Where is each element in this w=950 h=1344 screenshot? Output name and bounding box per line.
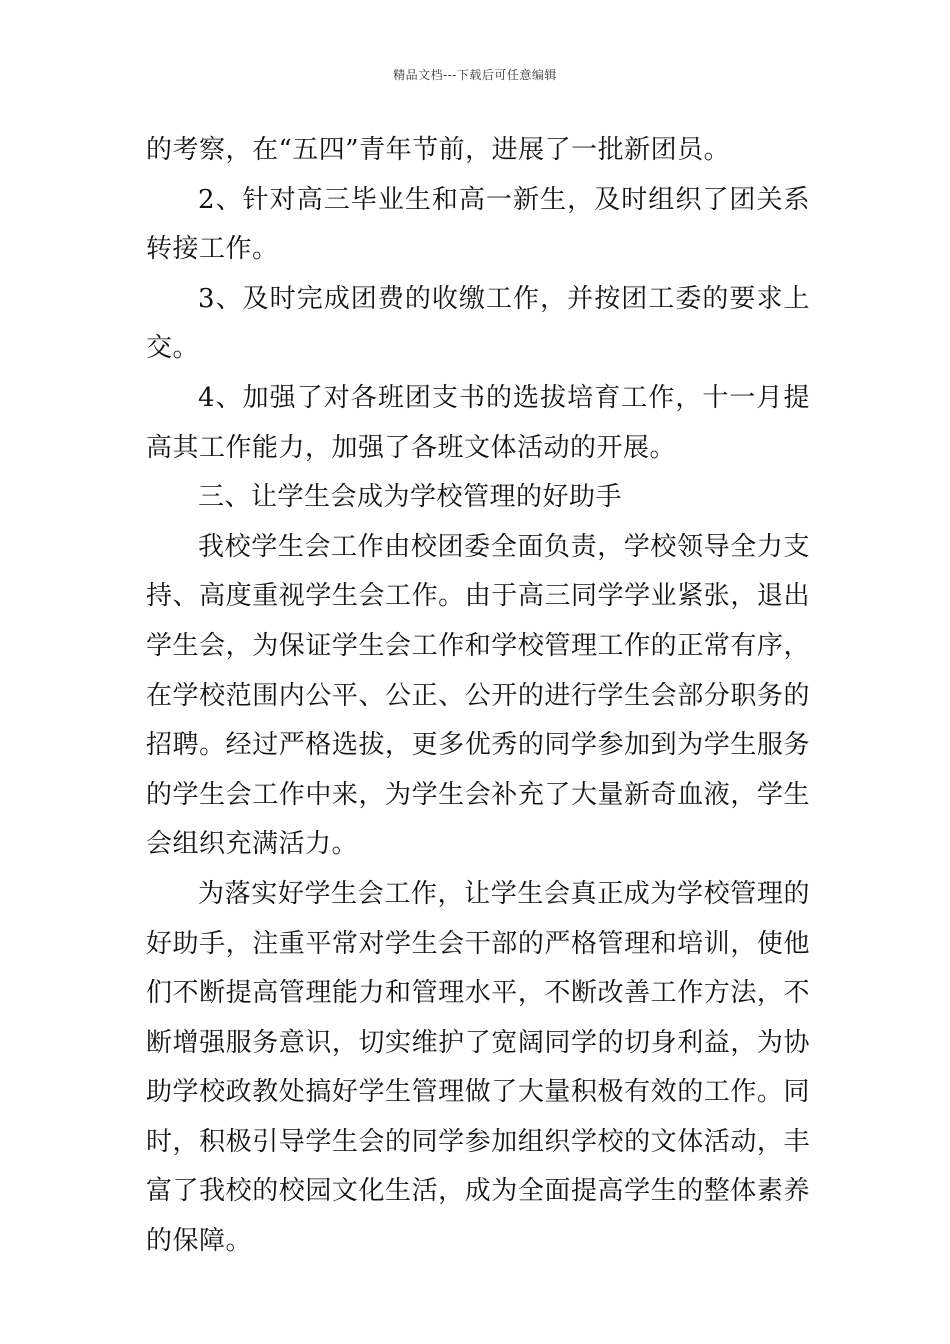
paragraph: 为落实好学生会工作，让学生会真正成为学校管理的好助手，注重平常对学生会干部的严格管理和培训，使他们不断提高管理能力和管理水平，不断改善工作方法，不断增强服务意识，切实维护了宽阔同学的切身利益，为协助学校政教处搞好学生管理做了大量积极有效的工作。同时，积极引导学生会的同学参加组织学校的文体活动，丰富了我校的校园文化生活，成为全面提高学生的整体素养的保障。 — [146, 878, 810, 1257]
paragraph: 3、及时完成团费的收缴工作，并按团工委的要求上交。 — [146, 283, 810, 364]
paragraph: 的考察，在“五四”青年节前，进展了一批新团员。 — [146, 135, 731, 165]
page-header: 精品文档---下载后可任意编辑 — [393, 68, 557, 82]
paragraph: 4、加强了对各班团支书的选拔培育工作，十一月提高其工作能力，加强了各班文体活动的开展。 — [146, 382, 810, 463]
paragraph: 我校学生会工作由校团委全面负责，学校领导全力支持、高度重视学生会工作。由于高三同学学业紧张，退出学生会，为保证学生会工作和学校管理工作的正常有序，在学校范围内公平、公正、公开的进行学生会部分职务的招聘。经过严格选拔，更多优秀的同学参加到为学生服务的学生会工作中来，为学生会补充了大量新奇血液，学生会组织充满活力。 — [146, 531, 810, 860]
paragraph: 2、针对高三毕业生和高一新生，及时组织了团关系转接工作。 — [146, 184, 810, 265]
section-heading: 三、让学生会成为学校管理的好助手 — [198, 482, 623, 513]
document-body — [146, 126, 810, 1267]
